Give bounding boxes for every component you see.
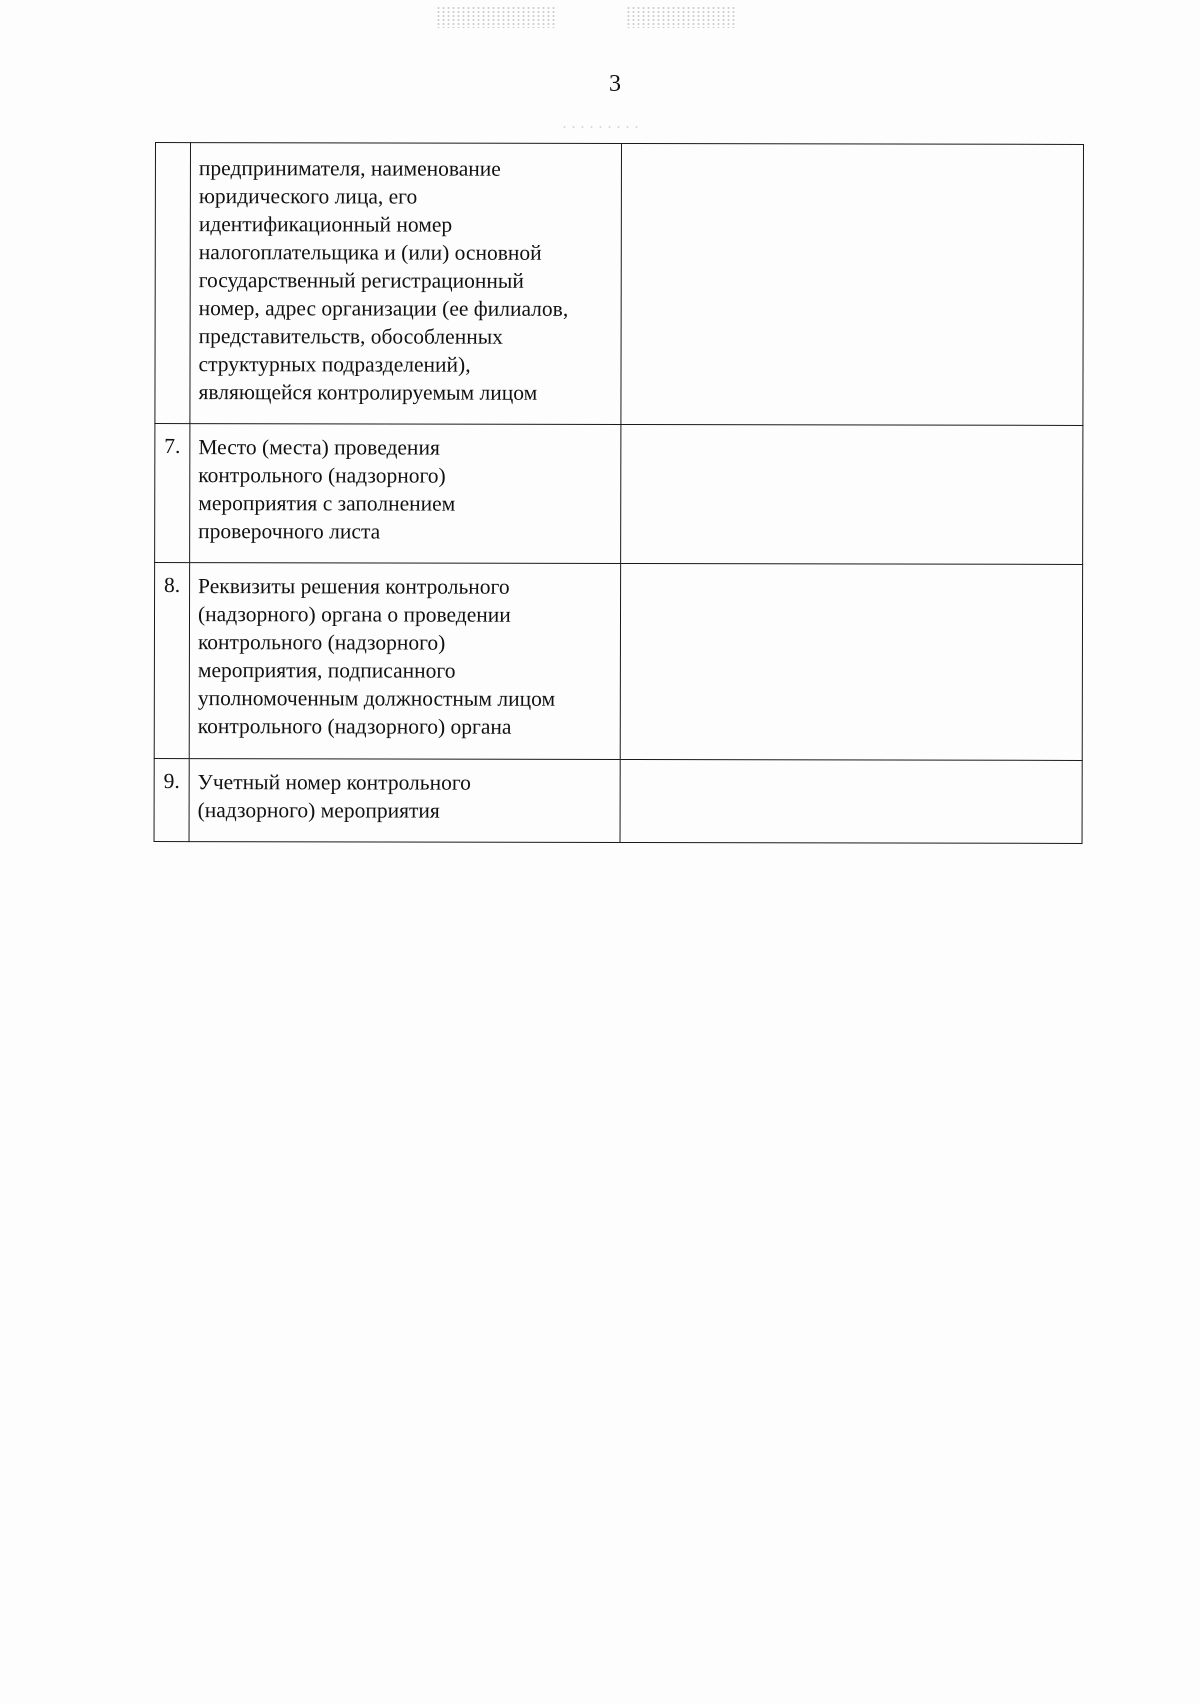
row-number-cell: 9. <box>154 758 189 841</box>
row-label-cell <box>189 563 620 760</box>
table-row <box>155 424 1083 565</box>
row-number-cell: 8. <box>154 563 189 759</box>
row-number-cell: 7. <box>155 424 190 563</box>
row-label-text: Место (места) проведения контрольного (надзорного) мероприятия с заполнением проверочного листа <box>198 435 456 544</box>
row-label-cell <box>190 424 621 564</box>
table-row <box>155 143 1084 426</box>
scan-artifact <box>626 6 736 28</box>
checklist-details-table <box>154 142 1084 844</box>
page-number: 3 <box>609 71 621 97</box>
table-row <box>154 563 1082 761</box>
scan-artifact <box>436 6 556 28</box>
row-value-cell[interactable] <box>621 424 1083 564</box>
row-label-text: Учетный номер контрольного (надзорного) мероприятия <box>197 770 471 823</box>
row-value-cell[interactable] <box>620 563 1082 760</box>
table-row <box>154 758 1082 843</box>
row-value-cell[interactable] <box>621 143 1084 425</box>
row-label-text: Реквизиты решения контрольного (надзорного) органа о проведении контрольного (надзорного) мероприятия, подписанного уполномоченным должностным лицом контрольного (надзорного) органа <box>197 574 556 739</box>
row-number-cell <box>155 143 191 424</box>
row-value-cell[interactable] <box>620 759 1082 843</box>
row-label-cell <box>190 143 622 425</box>
row-label-cell <box>189 759 620 843</box>
scan-artifact <box>560 124 640 132</box>
row-label-text: предпринимателя, наименование юридического лица, его идентификационный номер налогоплательщика и (или) основной государственный регистрационный номер, адрес организации (ее филиалов, представительств, обособленных структурных подразделений), являющейся контролируемым лицом <box>198 156 569 405</box>
